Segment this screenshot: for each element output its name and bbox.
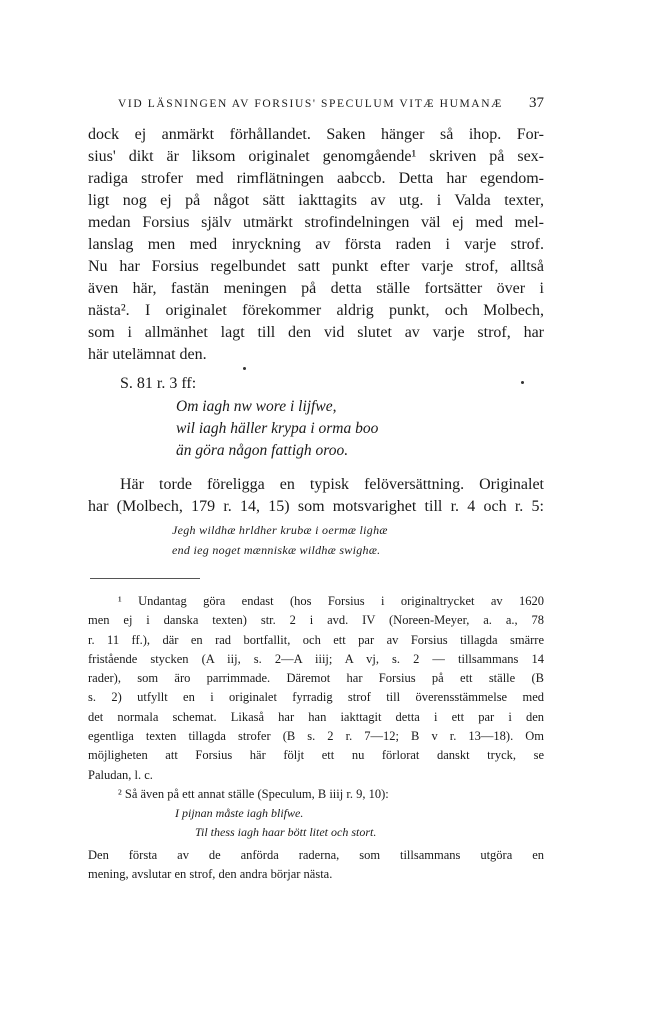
- text-line: även här, fastän meningen på detta ställe fortsätter över i: [88, 280, 544, 297]
- footnote-verse-line: Til thess iagh haar bött litet och stort.: [195, 825, 377, 839]
- footnote-2-intro: ² Så även på ett annat ställe (Speculum, B iiij r. 9, 10):: [118, 786, 389, 801]
- text-line: ligt nog ej på något sätt iakttagits av utg. i Valda texter,: [88, 192, 544, 209]
- footnote-line: r. 11 ff.), där en rad bortfallit, och ett par av Forsius tillagda smärre: [88, 632, 544, 647]
- verse-line: wil iagh häller krypa i orma boo: [176, 420, 379, 437]
- text-line: radiga strofer med rimflätningen aabccb. Detta har egendom-: [88, 170, 544, 187]
- footnote-line: mening, avslutar en strof, den andra börjar nästa.: [88, 867, 333, 882]
- text-line: Nu har Forsius regelbundet satt punkt efter varje strof, alltså: [88, 258, 544, 275]
- print-speck: [243, 367, 246, 370]
- footnote-line: Den första av de anförda raderna, som tillsammans utgöra en: [88, 848, 544, 862]
- print-speck: [521, 381, 524, 384]
- danish-verse-line: end ieg noget mænniskæ wildhæ swighæ.: [172, 543, 381, 557]
- text-line: som i allmänhet lagt till den vid slutet av varje strof, har: [88, 324, 544, 341]
- paragraph-2: [88, 474, 544, 518]
- text-line: nästa². I originalet förekommer aldrig punkt, och Molbech,: [88, 302, 544, 319]
- verse-line: än göra någon fattigh oroo.: [176, 442, 349, 459]
- footnote-line: rader), som äro parrimmade. Däremot har Forsius på ett ställe (B: [88, 671, 544, 686]
- text-line: sius' dikt är liksom originalet genomgående¹ skriven på sex-: [88, 148, 544, 165]
- paragraph-1: [88, 124, 544, 366]
- text-line: har (Molbech, 179 r. 14, 15) som motsvarighet till r. 4 och r. 5:: [88, 498, 544, 515]
- footnote-line: s. 2) utfyllt en i originalet fyrradig strof till överensstämmelse med: [88, 690, 544, 705]
- footnote-verse-line: I pijnan måste iagh blifwe.: [175, 806, 304, 820]
- verse-line: Om iagh nw wore i lijfwe,: [176, 398, 337, 415]
- page-number: 37: [529, 95, 544, 111]
- danish-verse-line: Jegh wildhæ hrldher krubæ i oermæ lighæ: [172, 523, 388, 537]
- running-head-title: VID LÄSNINGEN AV FORSIUS' SPECULUM VITÆ HUMANÆ: [118, 98, 503, 110]
- text-line: här utelämnat den.: [88, 346, 207, 363]
- footnote-divider: [90, 578, 200, 579]
- verse-reference: S. 81 r. 3 ff:: [120, 375, 197, 392]
- text-line: Här torde föreligga en typisk felöversättning. Originalet: [120, 476, 544, 493]
- footnote-line: egentliga texten tillagda strofer (B s. 2 r. 7—12; B v r. 13—18). Om: [88, 729, 544, 744]
- footnote-line: möjligheten att Forsius här följt ett nu förlorat danskt tryck, se: [88, 748, 544, 763]
- footnote-line: det normala schemat. Likaså har han iakttagit detta i ett par i den: [88, 709, 544, 724]
- footnote-1: [88, 592, 544, 804]
- footnote-line: ¹ Undantag göra endast (hos Forsius i originaltrycket av 1620: [118, 594, 544, 608]
- footnote-line: friståendе stycken (A iij, s. 2—A iiij; A vj, s. 2 — tillsammans 14: [88, 651, 544, 666]
- footnote-line: Paludan, l. c.: [88, 767, 153, 782]
- running-head: [88, 95, 544, 113]
- text-line: dock ej anmärkt förhållandet. Saken hänger så ihop. For-: [88, 126, 544, 143]
- footnote-line: men ej i danska texten) str. 2 i avd. IV (Noreen-Meyer, a. a., 78: [88, 613, 544, 628]
- text-line: lanslag men med inryckning av första raden i varje strof.: [88, 236, 544, 253]
- text-line: medan Forsius själv utmärkt strofindelningen väl ej med mel-: [88, 214, 544, 231]
- footnote-2-end: [88, 846, 544, 885]
